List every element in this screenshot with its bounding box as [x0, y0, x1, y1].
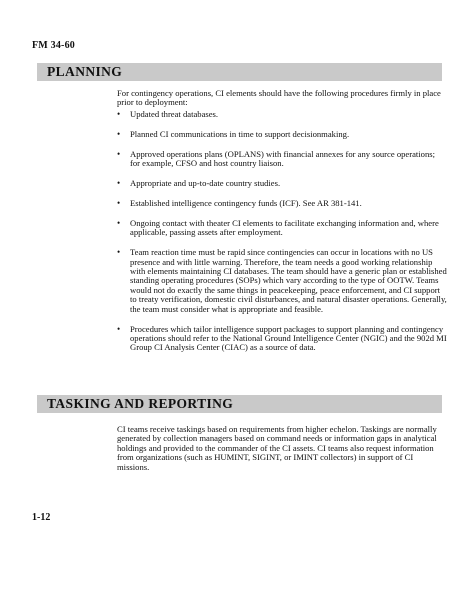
- list-item-text: Established intelligence contingency funds (ICF). See AR 381-141.: [130, 198, 362, 209]
- list-item-text: Ongoing contact with theater CI elements to facilitate exchanging information and, where applicable, passing assets after employment.: [130, 217, 439, 238]
- list-item: [117, 110, 447, 119]
- section-heading-planning: [37, 63, 442, 81]
- bullet-icon: •: [117, 247, 121, 258]
- section-heading-tasking-and-reporting: [37, 395, 442, 413]
- list-item: [117, 179, 447, 188]
- list-item: [117, 219, 447, 238]
- planning-intro-paragraph: For contingency operations, CI elements should have the following procedures firmly in place prior to deployment:: [117, 88, 441, 108]
- list-item: [117, 325, 447, 353]
- bullet-icon: •: [117, 217, 121, 228]
- page-number: 1-12: [32, 512, 51, 523]
- list-item: [117, 150, 447, 169]
- list-item-text: Team reaction time must be rapid since contingencies can occur in locations with no US presence and with little warning. Therefore, the team needs a good working relationship with elements maintaining CI databases. The team should have a generic plan or established standing operating procedures (SOPs) which vary according to the type of OOTW. Teams would not do exactly the same things in peacekeeping, peace enforcement, and CI support to treaty verification, domestic civil disturbances, and natural disaster operations. Generally, the team must consider what is appropriate and feasible.: [130, 247, 447, 314]
- tasking-paragraph: CI teams receive taskings based on requirements from higher echelon. Taskings are normally generated by collection managers based on command needs or information gaps in analytical holdings and provided to the commander of the CI assets. CI teams also request information from organizations (such as HUMINT, SIGINT, or IMINT collectors) in support of CI missions.: [117, 424, 437, 472]
- section-title: TASKING AND REPORTING: [47, 396, 234, 411]
- list-item: [117, 248, 447, 314]
- list-item-text: Procedures which tailor intelligence support packages to support planning and contingency operations should refer to the National Ground Intelligence Center (NGIC) and the 902d MI Group CI Analysis Center (CIAC) as a source of data.: [130, 323, 447, 353]
- planning-bullet-list: [117, 110, 447, 363]
- bullet-icon: •: [117, 323, 121, 334]
- bullet-icon: •: [117, 148, 121, 159]
- list-item: [117, 199, 447, 208]
- list-item: [117, 130, 447, 139]
- list-item-text: Planned CI communications in time to support decisionmaking.: [130, 128, 350, 139]
- section-title: PLANNING: [47, 64, 123, 79]
- list-item-text: Appropriate and up-to-date country studies.: [130, 178, 281, 189]
- bullet-icon: •: [117, 178, 121, 189]
- list-item-text: Updated threat databases.: [130, 109, 219, 119]
- bullet-icon: •: [117, 109, 121, 119]
- list-item-text: Approved operations plans (OPLANS) with financial annexes for any source operations; for example, CFSO and host country liaison.: [130, 148, 435, 169]
- manual-id: FM 34-60: [32, 40, 75, 51]
- bullet-icon: •: [117, 128, 121, 139]
- bullet-icon: •: [117, 198, 121, 209]
